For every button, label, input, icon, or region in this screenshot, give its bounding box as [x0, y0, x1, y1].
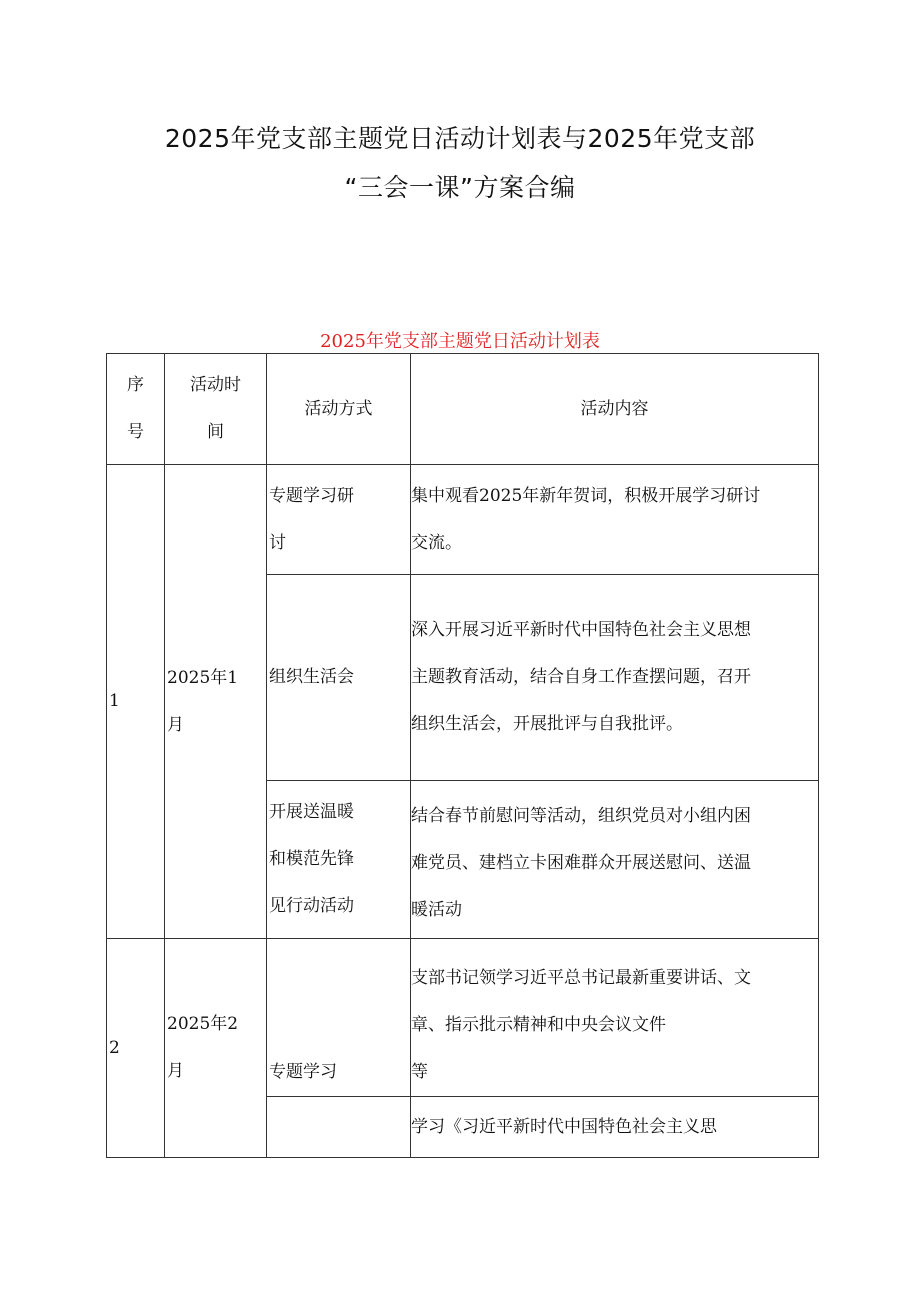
- row1-time: 2025年1 月: [165, 465, 267, 939]
- header-method: 活动方式: [267, 354, 411, 465]
- header-time: 活动时 间: [165, 354, 267, 465]
- table-header-row: [107, 354, 819, 465]
- row1-content-3: 结合春节前慰问等活动，组织党员对小组内困 难党员、建档立卡困难群众开展送慰问、送温 暖活动: [411, 781, 819, 939]
- document-title-line2: “三会一课”方案合编: [344, 173, 576, 202]
- header-seq: 序 号: [107, 354, 165, 465]
- header-content: 活动内容: [411, 354, 819, 465]
- row1-content-1: 集中观看2025年新年贺词，积极开展学习研讨 交流。: [411, 465, 819, 575]
- row1-content-2: 深入开展习近平新时代中国特色社会主义思想 主题教育活动，结合自身工作查摆问题，召开 组织生活会，开展批评与自我批评。: [411, 575, 819, 781]
- row2-content-2: 学习《习近平新时代中国特色社会主义思: [411, 1097, 819, 1158]
- row2-method-2: [267, 1097, 411, 1158]
- row1-method-3: 开展送温暖 和模范先锋 见行动活动: [267, 781, 411, 939]
- activity-plan-table: [106, 353, 819, 1158]
- document-title-line1: 2025年党支部主题党日活动计划表与2025年党支部: [164, 124, 756, 153]
- table-title: 2025年党支部主题党日活动计划表: [320, 331, 600, 352]
- row1-method-1: 专题学习研 讨: [267, 465, 411, 575]
- table-row: [107, 939, 819, 1097]
- row1-seq: 1: [107, 465, 165, 939]
- row2-content-1: 支部书记领学习近平总书记最新重要讲话、文 章、指示批示精神和中央会议文件 等: [411, 939, 819, 1097]
- row1-method-2: 组织生活会: [267, 575, 411, 781]
- row2-seq: 2: [107, 939, 165, 1158]
- row2-time: 2025年2 月: [165, 939, 267, 1158]
- table-row: [107, 465, 819, 575]
- row2-method-1: 专题学习: [267, 939, 411, 1097]
